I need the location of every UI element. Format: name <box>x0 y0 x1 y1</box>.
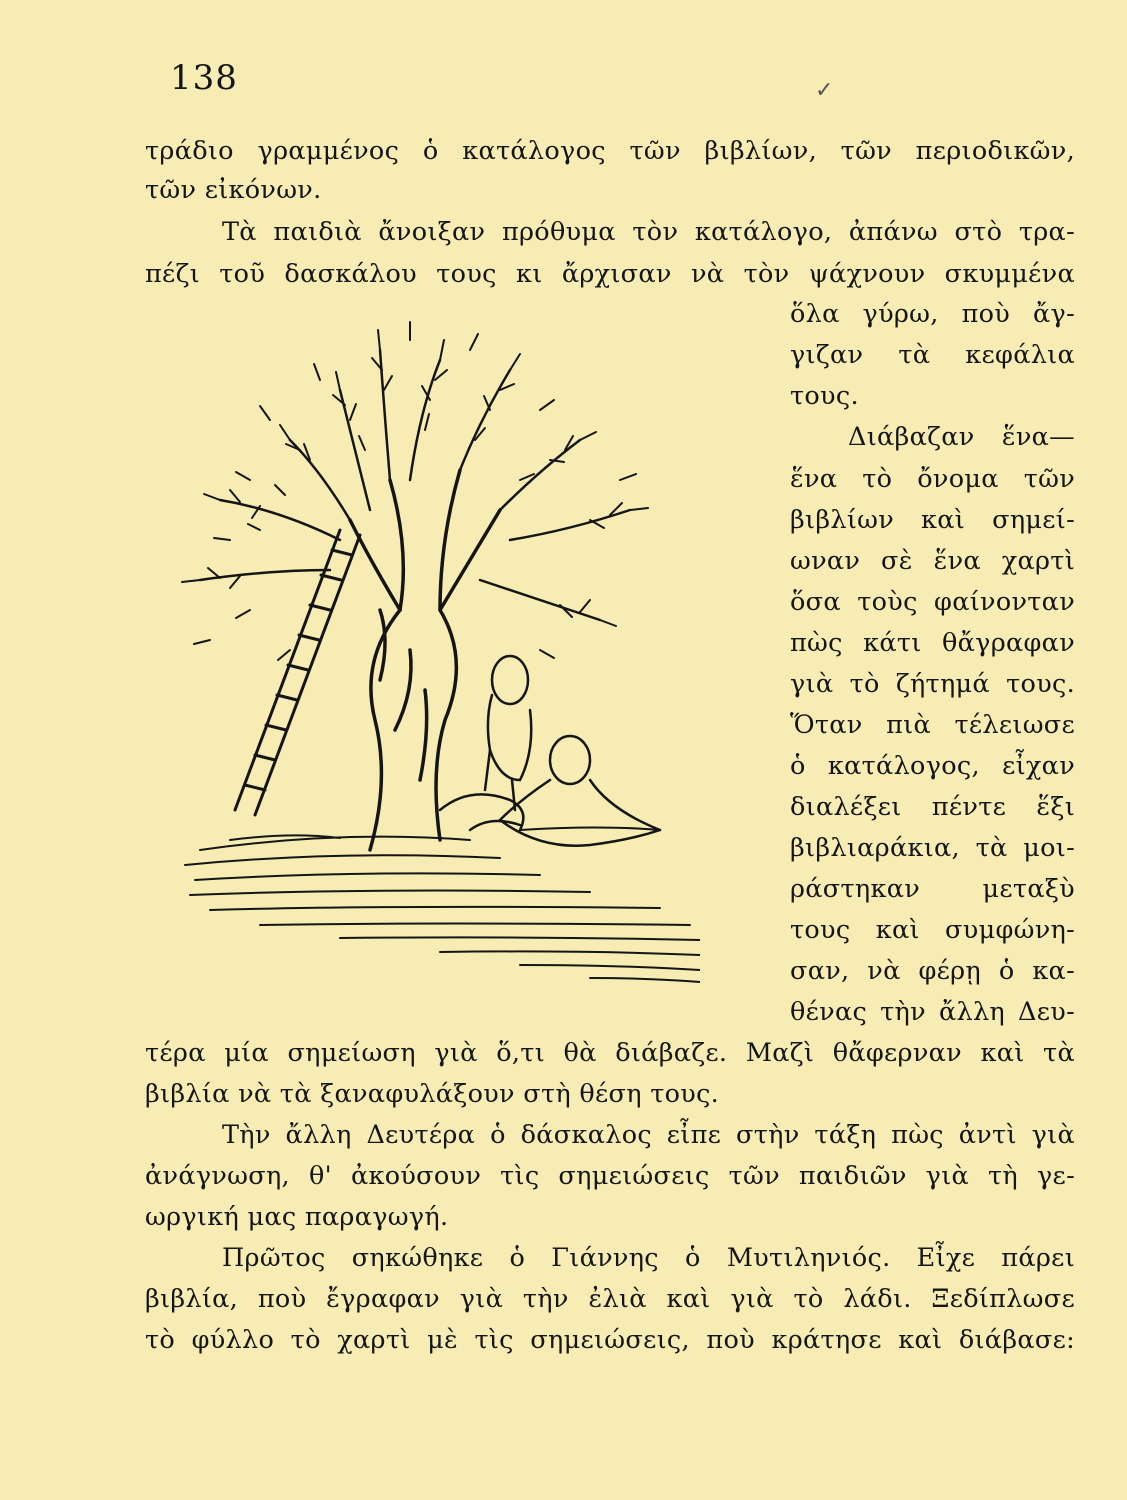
text-line: ωργική μας παραγωγή. <box>145 1202 449 1232</box>
text-line: βιβλία νὰ τὰ ξαναφυλάξουν στὴ θέση τους. <box>145 1079 720 1109</box>
text-line: Πρῶτος σηκώθηκε ὁ Γιάννης ὁ Μυτιληνιός. Εἶχε πάρει <box>222 1243 1075 1273</box>
text-line: τὸ φύλλο τὸ χαρτὶ μὲ τὶς σημειώσεις, ποὺ κράτησε καὶ διάβασε: <box>145 1325 1075 1355</box>
text-line: βιβλία, ποὺ ἔγραφαν γιὰ τὴν ἐλιὰ καὶ γιὰ τὸ λάδι. Ξεδίπλωσε <box>145 1284 1075 1314</box>
text-line: Ὅταν πιὰ τέλειωσε <box>790 710 1075 740</box>
text-line: τέρα μία σημείωση γιὰ ὅ,τι θὰ διάβαζε. Μαζὶ θἄφερναν καὶ τὰ <box>145 1038 1075 1068</box>
text-line: θένας τὴν ἄλλη Δευ- <box>790 997 1075 1027</box>
text-line: ἀνάγνωση, θ' ἀκούσουν τὶς σημειώσεις τῶν παιδιῶν γιὰ τὴ γε- <box>145 1161 1075 1191</box>
text-line: τους καὶ συμφώνη- <box>790 915 1075 945</box>
text-line: πὼς κάτι θἄγραφαν <box>790 628 1075 658</box>
text-line: γιὰ τὸ ζήτημά τους. <box>790 669 1075 699</box>
text-line: βιβλιαράκια, τὰ μοι- <box>790 833 1075 863</box>
text-line: πέζι τοῦ δασκάλου τους κι ἄρχισαν νὰ τὸν ψάχνουν σκυμμένα <box>145 259 1075 289</box>
text-line: διαλέξει πέντε ἕξι <box>790 792 1075 822</box>
text-line: βιβλίων καὶ σημεί- <box>790 505 1075 535</box>
text-line: ὅσα τοὺς φαίνονταν <box>790 587 1075 617</box>
page-number: 138 <box>170 58 238 98</box>
text-line: τῶν εἰκόνων. <box>145 175 322 205</box>
text-line: τους. <box>790 381 859 411</box>
text-line: γιζαν τὰ κεφάλια <box>790 340 1075 370</box>
text-line: ἕνα τὸ ὄνομα τῶν <box>790 464 1075 494</box>
olive-tree-illustration <box>140 310 700 990</box>
text-line: τράδιο γραμμένος ὁ κατάλογος τῶν βιβλίων, τῶν περιοδικῶν, <box>145 136 1075 166</box>
text-line: σαν, νὰ φέρῃ ὁ κα- <box>790 956 1075 986</box>
text-line: Διάβαζαν ἕνα— <box>848 422 1075 452</box>
text-line: ὅλα γύρω, ποὺ ἄγ- <box>790 299 1075 329</box>
text-line: ὁ κατάλογος, εἶχαν <box>790 751 1075 781</box>
text-line: ωναν σὲ ἕνα χαρτὶ <box>790 546 1075 576</box>
text-line: Τὴν ἄλλη Δευτέρα ὁ δάσκαλος εἶπε στὴν τάξη πὼς ἀντὶ γιὰ <box>222 1120 1075 1150</box>
text-line: ράστηκαν μεταξὺ <box>790 874 1075 904</box>
text-line: Τὰ παιδιὰ ἄνοιξαν πρόθυμα τὸν κατάλογο, ἀπάνω στὸ τρα- <box>222 217 1075 247</box>
pencil-mark: ✓ <box>815 78 834 103</box>
